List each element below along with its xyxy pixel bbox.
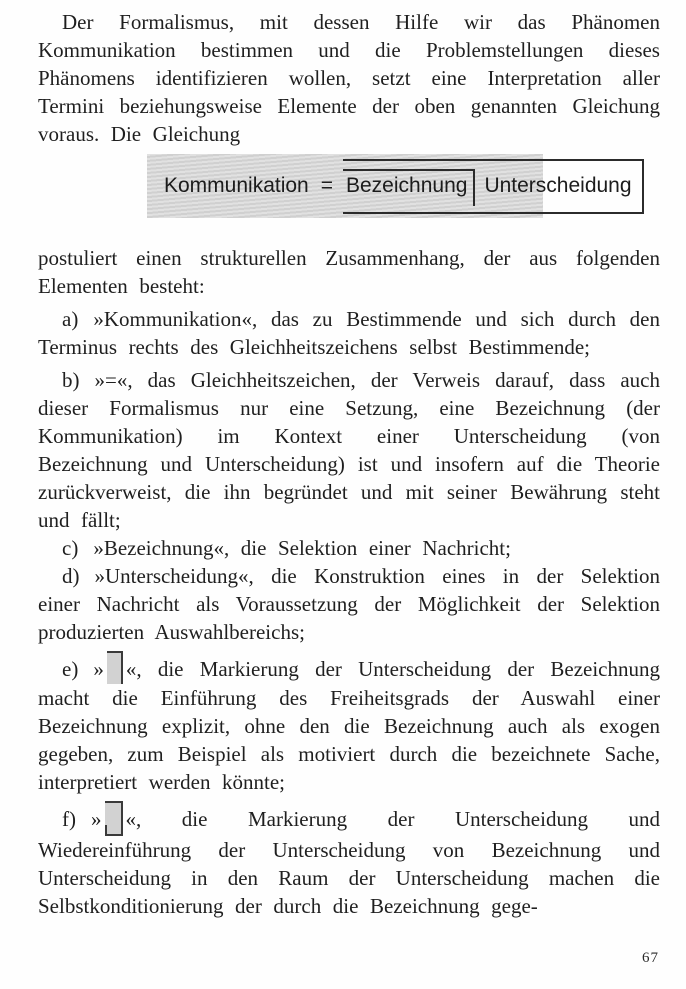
distinction-mark-icon — [343, 169, 475, 206]
equation-marked-term: Bezeichnung — [346, 173, 468, 197]
intro-paragraph: Der Formalismus, mit dessen Hilfe wir das Phänomen Kommunikation bestimmen und die Problemstellungen dieses Phänomens identifizieren wollen, setzt eine Interpretation aller Termini beziehungsweise Elemente der oben genannten Gleichung voraus. Die Gleichung — [38, 10, 660, 146]
equation-image — [147, 154, 632, 218]
equals-sign: = — [320, 174, 333, 197]
list-item-text: »Kommunikation«, das zu Bestimmende und sich durch den Terminus rechts des Gleichheitszeichens selbst Bestimmende; — [38, 307, 660, 359]
page-number: 67 — [642, 950, 659, 966]
text-column — [38, 8, 660, 920]
reentry-form-outline-icon — [343, 159, 644, 214]
equation-lhs: Kommunikation — [164, 174, 309, 197]
list-item-text: «, die Markierung der Unterscheidung und Wiedereinführung der Unterscheidung von Bezeichnung und Unterscheidung in den Raum der Unterscheidung machen die Selbstkonditionierung der durch die Bezeichnung gege- — [38, 807, 660, 918]
list-marker: f) — [62, 807, 76, 831]
equation-unmarked-term: Unterscheidung — [484, 173, 632, 197]
distinction-mark-icon — [107, 651, 123, 684]
list-item-a — [38, 305, 660, 361]
list-marker: e) — [62, 657, 79, 681]
list-item-e — [38, 651, 660, 796]
reentry-mark-icon — [105, 801, 123, 836]
list-item-f — [38, 801, 660, 920]
postulate-paragraph: postuliert einen strukturellen Zusammenhang, der aus folgenden Elementen besteht: — [38, 246, 660, 298]
list-marker: d) — [62, 564, 80, 588]
list-item-b — [38, 366, 660, 534]
list-marker: b) — [62, 368, 80, 392]
list-item-text: »Unterscheidung«, die Konstruktion eines in der Selektion einer Nachricht als Voraussetzung der Möglichkeit der Selektion produzierten Auswahlbereichs; — [38, 564, 660, 644]
list-item-text: «, die Markierung der Unterscheidung der Bezeichnung macht die Einführung des Freiheitsgrads der Auswahl einer Bezeichnung explizit, ohne den die Bezeichnung auch als exogen gegeben, zum Beispiel als motiviert durch die bezeichnete Sache, interpretiert werden könnte; — [38, 657, 660, 794]
list-item-text: »=«, das Gleichheitszeichen, der Verweis darauf, dass auch dieser Formalismus nur eine Setzung, eine Bezeichnung (der Kommunikation) im Kontext einer Unterscheidung (von Bezeichnung und Unterscheidung) ist und insofern auf die Theorie zurückverweist, die ihn begründet und mit seiner Bewährung steht und fällt; — [38, 368, 660, 532]
list-item-c — [38, 534, 660, 562]
quote-open: » — [91, 807, 102, 831]
list-marker: a) — [62, 307, 79, 331]
list-item-d — [38, 562, 660, 646]
list-marker: c) — [62, 536, 79, 560]
list-item-text: »Bezeichnung«, die Selektion einer Nachricht; — [93, 536, 511, 560]
quote-open: » — [93, 657, 104, 681]
